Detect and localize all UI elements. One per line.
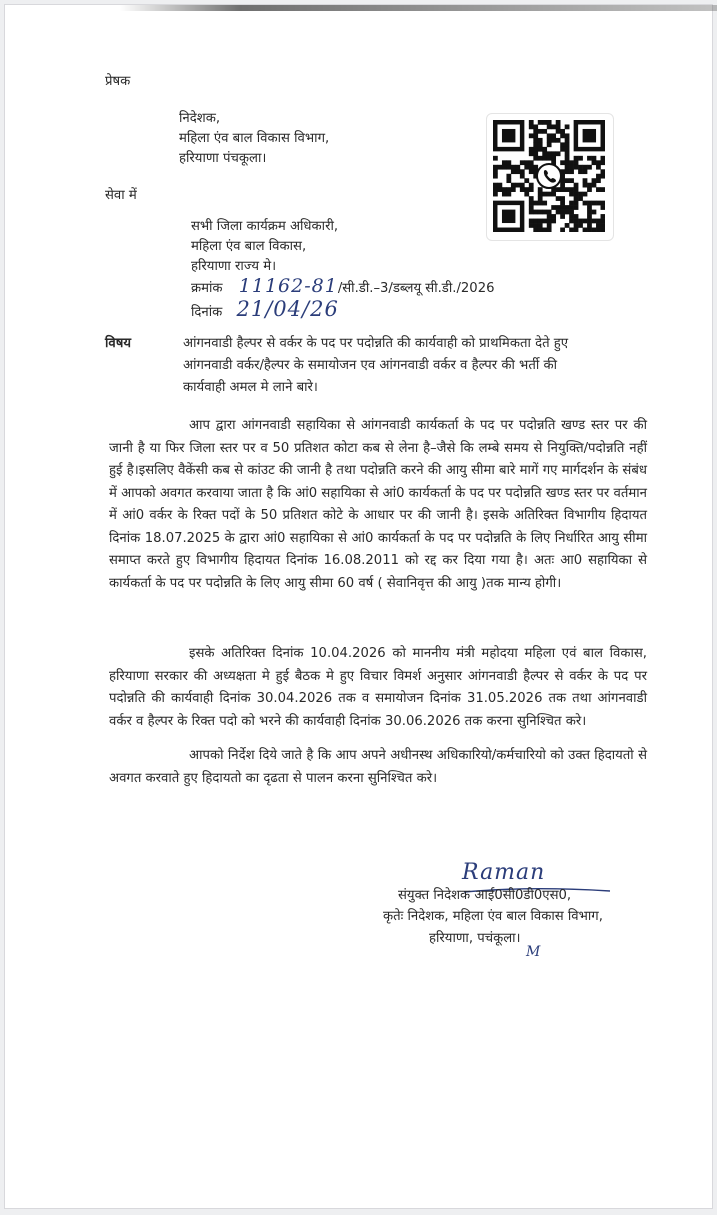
qr-module	[592, 183, 597, 188]
qr-module	[520, 169, 525, 174]
qr-code-graphic	[493, 120, 605, 232]
qr-module	[574, 196, 579, 201]
qr-module	[587, 210, 592, 215]
qr-module	[493, 183, 498, 188]
qr-module	[538, 196, 543, 201]
qr-module	[538, 129, 543, 134]
recipient-line-3: हरियाणा राज्य मे।	[191, 259, 277, 274]
reference-handwritten: 11162-81	[238, 275, 338, 297]
qr-module	[529, 133, 534, 138]
qr-finder-pattern	[502, 210, 515, 223]
qr-module	[520, 160, 525, 165]
qr-module	[542, 219, 547, 224]
qr-module	[529, 223, 534, 228]
qr-module	[533, 151, 538, 156]
qr-module	[538, 138, 543, 143]
body-paragraph-2: इसके अतिरिक्त दिनांक 10.04.2026 को माननीय मंत्री महोदया महिला एवं बाल विकास, हरियाणा सरकार की अध्यक्षता मे हुई बैठक मे हुए विचार विमर्श अनुसार आंगनवाडी हैल्पर से वर्कर के पद पर पदोन्नति की कार्यवाही दिनांक 30.04.2026 तक व समायोजन दिनांक 31.05.2026 तक तथा आंगनवाडी वर्कर व हैल्पर के रिक्त पदो को भरने की कार्यवाही दिनांक 30.06.2026 तक करना सुनिश्चित करे।	[109, 646, 647, 729]
qr-module	[533, 165, 538, 170]
qr-module	[569, 214, 574, 219]
qr-module	[574, 165, 579, 170]
qr-module	[493, 169, 498, 174]
qr-module	[547, 214, 552, 219]
qr-module	[538, 156, 543, 161]
qr-module	[529, 160, 534, 165]
qr-module	[556, 151, 561, 156]
qr-module	[497, 187, 502, 192]
qr-module	[529, 147, 534, 152]
qr-module	[601, 205, 605, 210]
qr-module	[583, 165, 588, 170]
qr-module	[592, 210, 597, 215]
qr-module	[529, 196, 534, 201]
qr-module	[565, 210, 570, 215]
qr-module	[533, 138, 538, 143]
qr-module	[542, 192, 547, 197]
qr-module	[601, 160, 605, 165]
qr-module	[592, 228, 597, 232]
qr-module	[511, 169, 516, 174]
whatsapp-icon	[537, 164, 561, 188]
qr-finder-pattern	[583, 129, 596, 142]
qr-module	[560, 228, 565, 232]
qr-module	[529, 169, 534, 174]
sender-line-2: महिला एंव बाल विकास विभाग,	[179, 131, 330, 146]
qr-module	[493, 165, 498, 170]
qr-module	[493, 187, 498, 192]
qr-module	[560, 183, 565, 188]
qr-module	[574, 187, 579, 192]
qr-module	[574, 228, 579, 232]
qr-module	[529, 165, 534, 170]
qr-module	[529, 201, 534, 206]
qr-module	[574, 183, 579, 188]
qr-module	[547, 223, 552, 228]
qr-module	[569, 205, 574, 210]
qr-module	[542, 120, 547, 125]
qr-module	[529, 120, 534, 125]
qr-module	[583, 219, 588, 224]
qr-module	[592, 201, 597, 206]
qr-finder-pattern	[502, 129, 515, 142]
qr-module	[547, 219, 552, 224]
qr-module	[547, 192, 552, 197]
qr-module	[542, 147, 547, 152]
sender-label: प्रेषक	[105, 74, 131, 89]
qr-module	[565, 223, 570, 228]
qr-module	[578, 165, 583, 170]
qr-module	[547, 228, 552, 232]
qr-module	[587, 214, 592, 219]
qr-module	[524, 165, 529, 170]
qr-module	[556, 205, 561, 210]
qr-module	[565, 160, 570, 165]
qr-module	[533, 124, 538, 129]
qr-module	[587, 183, 592, 188]
qr-module	[515, 183, 520, 188]
qr-module	[574, 205, 579, 210]
qr-module	[596, 223, 601, 228]
sender-line-1: निदेशक,	[179, 111, 221, 126]
qr-code	[486, 113, 614, 241]
qr-module	[497, 183, 502, 188]
recipient-line-1: सभी जिला कार्यक्रम अधिकारी,	[191, 219, 339, 234]
qr-module	[506, 165, 511, 170]
qr-module	[587, 219, 592, 224]
qr-module	[596, 228, 601, 232]
qr-module	[578, 196, 583, 201]
qr-module	[538, 120, 543, 125]
qr-module	[583, 169, 588, 174]
qr-module	[538, 210, 543, 215]
reference-label: क्रमांक	[191, 281, 223, 296]
qr-module	[565, 147, 570, 152]
qr-module	[601, 156, 605, 161]
qr-module	[565, 133, 570, 138]
qr-module	[542, 228, 547, 232]
reference-number	[191, 275, 495, 297]
qr-module	[587, 228, 592, 232]
qr-module	[578, 192, 583, 197]
qr-module	[502, 160, 507, 165]
scan-shadow	[120, 5, 717, 11]
subject-line-1: आंगनवाडी हैल्पर से वर्कर के पद पर पदोन्नति की कार्यवाही को प्राथमिकता देते हुए	[183, 336, 569, 351]
qr-module	[547, 142, 552, 147]
qr-module	[592, 156, 597, 161]
qr-module	[529, 210, 534, 215]
qr-module	[569, 219, 574, 224]
qr-module	[596, 174, 601, 179]
qr-module	[533, 210, 538, 215]
qr-module	[542, 129, 547, 134]
qr-module	[511, 165, 516, 170]
qr-module	[569, 192, 574, 197]
qr-module	[538, 223, 543, 228]
recipient-label: सेवा में	[105, 188, 137, 203]
qr-module	[520, 187, 525, 192]
qr-module	[520, 183, 525, 188]
qr-module	[511, 187, 516, 192]
qr-module	[560, 196, 565, 201]
qr-module	[506, 160, 511, 165]
qr-module	[551, 192, 556, 197]
qr-module	[587, 156, 592, 161]
qr-module	[578, 223, 583, 228]
qr-module	[560, 147, 565, 152]
body-paragraph-1: आप द्वारा आंगनवाडी सहायिका से आंगनवाडी कार्यकर्ता के पद पर पदोन्नति खण्ड स्तर पर की जानी है या फिर जिला स्तर पर व 50 प्रतिशत कोटा कब से लेना है–जैसे कि लम्बे समय से नियुक्ति/पदोन्नति नहीं हुई है।इसलिए वैकेंसी कब से कांउट की जानी है तथा पदोन्नति करने की आयु सीमा बारे मागें गए मार्गदर्शन के संबंध में आपको अवगत करवाया जाता है कि आं0 सहायिका से आं0 कार्यकर्ता के पद पर पदोन्नति खण्ड स्तर पर वर्तमान में आं0 वर्कर के रिक्त पदों के 50 प्रतिशत कोटे के आधार पर की जानी है। इसके अतिरिक्त विभागीय हिदायत दिनांक 18.07.2025 के द्वारा आं0 सहायिका से आं0 कार्यकर्ता के पद पर पदोन्नति के लिए निर्धारित आयु सीमा समाप्त करते हुए विभागीय हिदायत दिनांक 16.08.2011 को रद्द कर दिया गया है। अतः आ0 सहायिका से कार्यकर्ता के पद पर पदोन्नति के लिए आयु सीमा 60 वर्ष ( सेवानिवृत्त की आयु )तक मान्य होगी।	[109, 418, 647, 591]
qr-module	[533, 133, 538, 138]
qr-module	[551, 151, 556, 156]
qr-module	[556, 129, 561, 134]
signature-handwritten: Raman	[462, 860, 546, 885]
qr-module	[560, 201, 565, 206]
qr-module	[569, 178, 574, 183]
recipient-line-2: महिला एंव बाल विकास,	[191, 239, 307, 254]
qr-module	[542, 201, 547, 206]
qr-module	[560, 214, 565, 219]
qr-module	[587, 205, 592, 210]
qr-module	[551, 214, 556, 219]
qr-module	[493, 156, 498, 161]
qr-module	[583, 178, 588, 183]
qr-module	[538, 187, 543, 192]
qr-module	[551, 133, 556, 138]
qr-module	[574, 219, 579, 224]
qr-module	[493, 192, 498, 197]
qr-module	[529, 219, 534, 224]
qr-module	[493, 174, 498, 179]
qr-module	[533, 223, 538, 228]
qr-module	[497, 165, 502, 170]
qr-module	[565, 124, 570, 129]
qr-module	[529, 183, 534, 188]
qr-module	[587, 201, 592, 206]
signatory-line-3: हरियाणा, पचंकूला।	[429, 931, 521, 946]
qr-module	[578, 156, 583, 161]
qr-module	[583, 228, 588, 232]
qr-module	[556, 187, 561, 192]
qr-module	[551, 205, 556, 210]
qr-module	[533, 142, 538, 147]
qr-module	[578, 219, 583, 224]
body-paragraph-3: आपको निर्देश दिये जाते है कि आप अपने अधीनस्थ अधिकारियो/कर्मचारियो को उक्त हिदायतो से अवगत करवाते हुए हिदायतो का दृढता से पालन करना सुनिश्चित करे।	[109, 748, 647, 786]
qr-module	[502, 192, 507, 197]
qr-module	[506, 178, 511, 183]
qr-module	[569, 187, 574, 192]
qr-module	[547, 156, 552, 161]
subject-line-2: आंगनवाडी वर्कर/हैल्पर के समायोजन एव आंगनवाडी वर्कर व हैल्पर की भर्ती की	[183, 358, 557, 373]
qr-module	[560, 160, 565, 165]
qr-module	[524, 192, 529, 197]
qr-module	[601, 187, 605, 192]
qr-module	[506, 174, 511, 179]
qr-module	[569, 160, 574, 165]
qr-module	[502, 187, 507, 192]
qr-module	[569, 228, 574, 232]
qr-module	[596, 201, 601, 206]
qr-module	[538, 228, 543, 232]
qr-module	[574, 192, 579, 197]
qr-module	[601, 201, 605, 206]
qr-module	[524, 187, 529, 192]
date-label: दिनांक	[191, 305, 223, 320]
qr-module	[560, 129, 565, 134]
qr-module	[533, 147, 538, 152]
qr-module	[560, 187, 565, 192]
qr-module	[560, 205, 565, 210]
qr-module	[560, 142, 565, 147]
qr-module	[556, 124, 561, 129]
qr-module	[601, 223, 605, 228]
qr-module	[574, 223, 579, 228]
qr-module	[601, 169, 605, 174]
qr-module	[596, 160, 601, 165]
qr-module	[542, 151, 547, 156]
qr-module	[601, 174, 605, 179]
qr-module	[529, 124, 534, 129]
sender-line-3: हरियाणा पंचकूला।	[179, 151, 267, 166]
qr-module	[556, 138, 561, 143]
qr-module	[538, 147, 543, 152]
signatory-line-2: कृतेः निदेशक, महिला एंव बाल विकास विभाग,	[383, 909, 603, 924]
qr-module	[547, 138, 552, 143]
qr-module	[565, 151, 570, 156]
qr-module	[560, 210, 565, 215]
qr-module	[551, 124, 556, 129]
qr-module	[506, 192, 511, 197]
qr-module	[551, 219, 556, 224]
qr-module	[583, 192, 588, 197]
qr-module	[565, 187, 570, 192]
qr-module	[565, 169, 570, 174]
qr-module	[529, 151, 534, 156]
initial-mark: M	[526, 944, 542, 960]
qr-module	[565, 165, 570, 170]
qr-module	[502, 165, 507, 170]
qr-module	[524, 178, 529, 183]
qr-module	[587, 223, 592, 228]
qr-module	[601, 219, 605, 224]
qr-module	[601, 228, 605, 232]
qr-module	[520, 174, 525, 179]
qr-module	[542, 210, 547, 215]
qr-module	[556, 210, 561, 215]
qr-module	[556, 196, 561, 201]
qr-module	[574, 156, 579, 161]
qr-module	[538, 219, 543, 224]
qr-module	[556, 120, 561, 125]
letter-date	[191, 297, 339, 321]
qr-module	[538, 142, 543, 147]
reference-suffix: /सी.डी.–3/डब्लयू सी.डी./2026	[337, 281, 495, 296]
qr-module	[511, 183, 516, 188]
qr-module	[592, 178, 597, 183]
signatory-line-1: संयुक्त निदेशक आई0सी0डी0एस0,	[398, 888, 572, 903]
qr-module	[574, 160, 579, 165]
qr-module	[506, 187, 511, 192]
qr-module	[565, 205, 570, 210]
qr-module	[538, 192, 543, 197]
qr-module	[542, 156, 547, 161]
qr-module	[547, 133, 552, 138]
qr-module	[565, 138, 570, 143]
qr-module	[569, 201, 574, 206]
qr-module	[578, 169, 583, 174]
qr-module	[583, 201, 588, 206]
qr-module	[565, 178, 570, 183]
qr-module	[547, 151, 552, 156]
qr-module	[587, 187, 592, 192]
qr-module	[551, 156, 556, 161]
qr-module	[547, 210, 552, 215]
qr-module	[551, 138, 556, 143]
qr-module	[538, 201, 543, 206]
qr-module	[524, 160, 529, 165]
qr-module	[592, 219, 597, 224]
subject-line-3: कार्यवाही अमल मे लाने बारे।	[183, 380, 318, 395]
date-handwritten: 21/04/26	[236, 297, 339, 321]
qr-module	[533, 156, 538, 161]
qr-module	[533, 129, 538, 134]
qr-module	[569, 210, 574, 215]
subject-label: विषय	[105, 336, 132, 351]
qr-module	[587, 165, 592, 170]
qr-module	[560, 133, 565, 138]
qr-module	[574, 201, 579, 206]
qr-module	[533, 201, 538, 206]
qr-module	[596, 178, 601, 183]
qr-module	[592, 160, 597, 165]
qr-module	[569, 169, 574, 174]
qr-module	[574, 214, 579, 219]
letter-page	[4, 4, 713, 1209]
qr-module	[565, 142, 570, 147]
qr-module	[565, 156, 570, 161]
qr-module	[596, 165, 601, 170]
qr-module	[596, 219, 601, 224]
qr-module	[596, 187, 601, 192]
qr-module	[601, 214, 605, 219]
qr-module	[515, 165, 520, 170]
qr-module	[547, 124, 552, 129]
qr-module	[529, 205, 534, 210]
qr-module	[583, 183, 588, 188]
qr-module	[569, 165, 574, 170]
qr-module	[529, 187, 534, 192]
qr-module	[533, 219, 538, 224]
qr-module	[515, 169, 520, 174]
qr-module	[533, 228, 538, 232]
qr-module	[547, 120, 552, 125]
